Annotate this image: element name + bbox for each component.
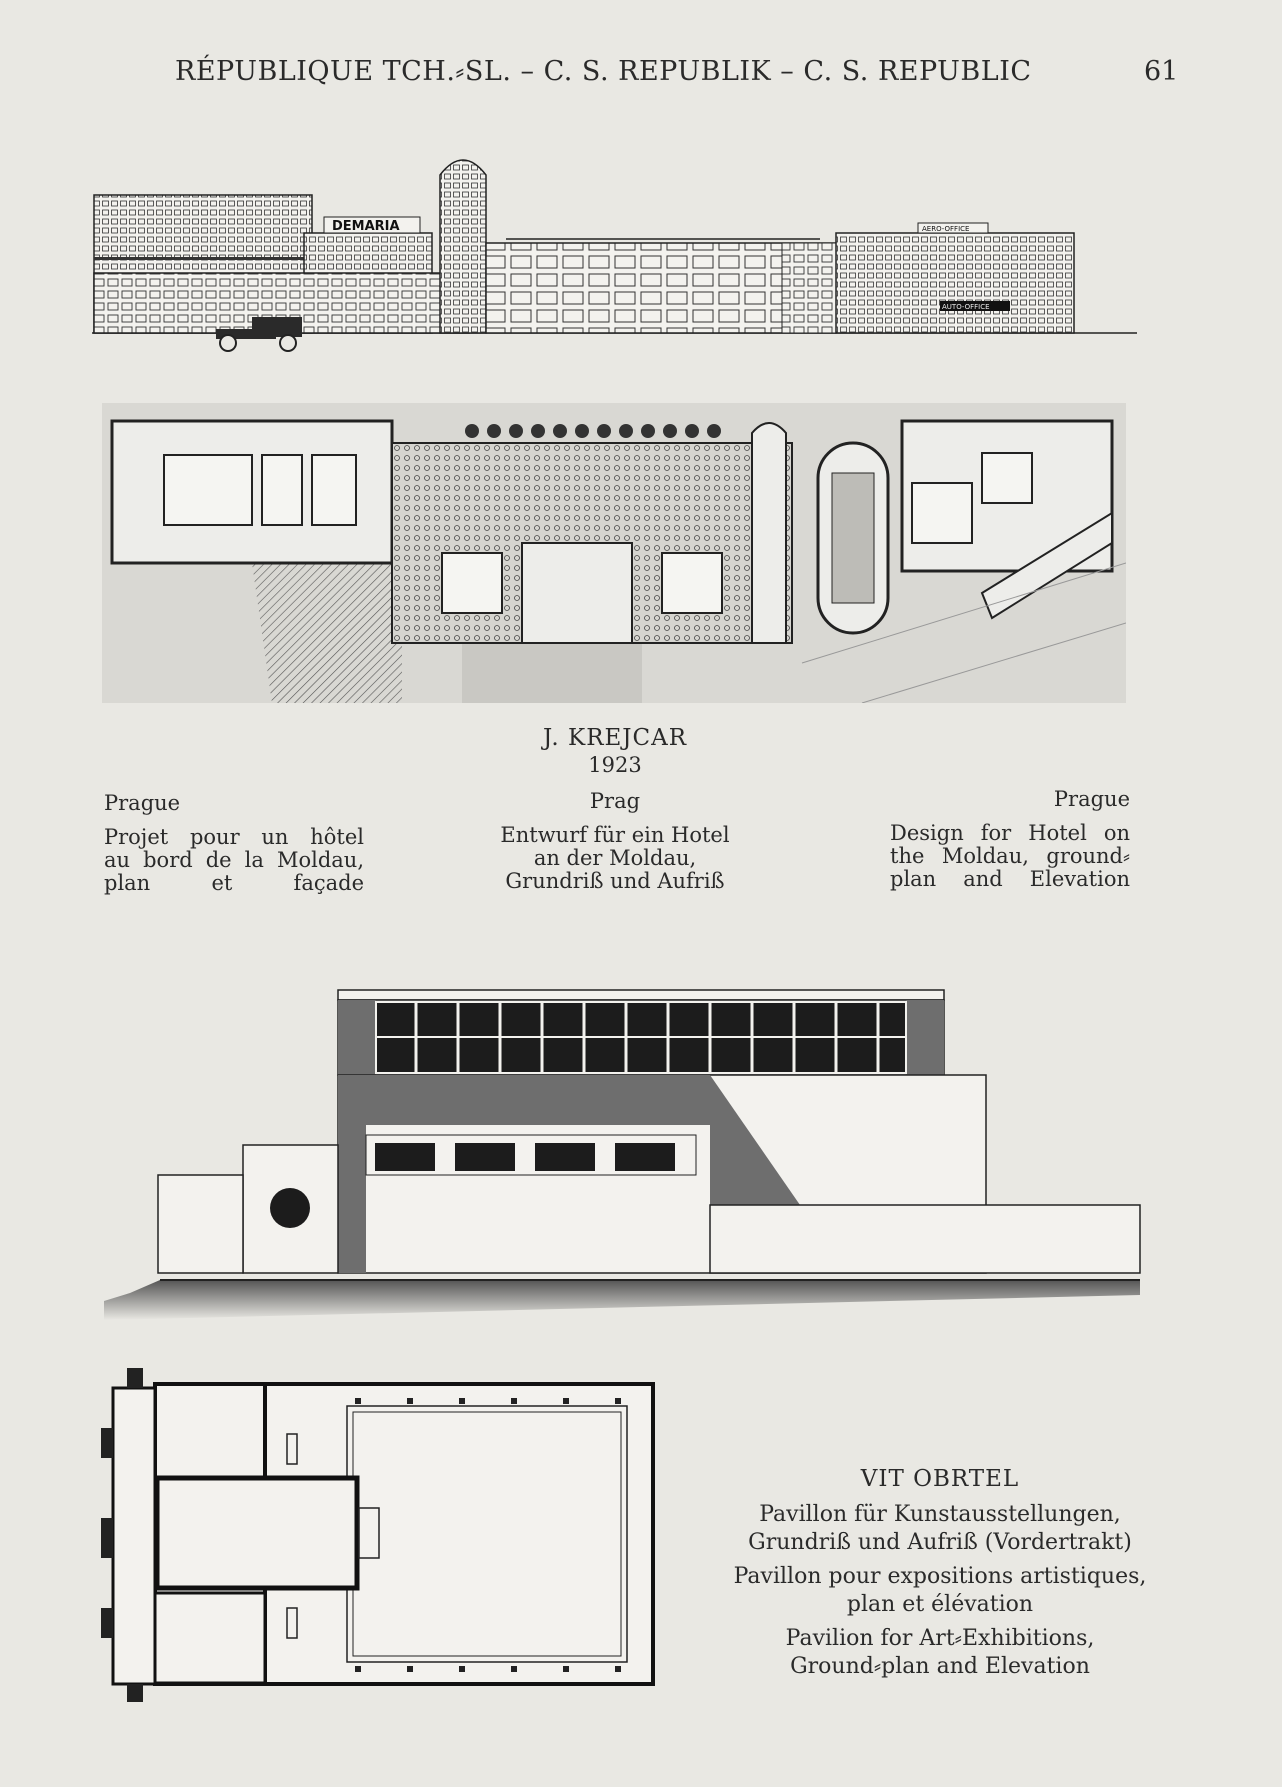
caption-german: [480, 790, 750, 893]
caption-french: [104, 792, 364, 895]
caption-german: [720, 1501, 1160, 1557]
caption-line: Pavillon für Kunstausstellungen,: [759, 1502, 1121, 1527]
caption-line: Pavilion for Art⸗Exhibitions,: [785, 1626, 1095, 1651]
caption-line: au bord de la Moldau,: [104, 848, 364, 872]
caption-german-city: Prag: [589, 789, 641, 813]
running-title: RÉPUBLIQUE TCH.⸗SL. – C. S. REPUBLIK – C. S. REPUBLIC: [175, 56, 1032, 87]
architect-name: VIT OBRTEL: [860, 1466, 1020, 1492]
caption-english-city: Prague: [1053, 787, 1130, 811]
page-number: 61: [1144, 56, 1179, 87]
caption-line: an der Moldau,: [533, 846, 697, 870]
architect-name: J. KREJCAR: [542, 725, 688, 751]
caption-line: plan et façade: [104, 871, 364, 895]
obrtel-pavilion-elevation: [100, 985, 1145, 1320]
krejcar-heading: [480, 727, 750, 777]
caption-line: the Moldau, ground⸗: [890, 844, 1130, 868]
design-year: 1923: [588, 753, 642, 777]
caption-line: Grundriß und Aufriß: [505, 869, 725, 893]
sign-auto-office: AUTO-OFFICE: [942, 303, 990, 311]
krejcar-hotel-elevation: [92, 145, 1137, 360]
caption-line: Entwurf für ein Hotel: [500, 823, 730, 847]
caption-line: plan and Elevation: [890, 867, 1130, 891]
sign-demaria: DEMARIA: [332, 219, 400, 234]
caption-french: [720, 1563, 1160, 1619]
caption-line: Projet pour un hôtel: [104, 825, 364, 849]
caption-line: plan et élévation: [846, 1592, 1034, 1617]
caption-line: Pavillon pour expositions artistiques,: [733, 1564, 1147, 1589]
caption-english: [720, 1625, 1160, 1681]
caption-line: Design for Hotel on: [890, 821, 1130, 845]
krejcar-hotel-ground-plan: [102, 403, 1126, 703]
caption-line: Grundriß und Aufriß (Vordertrakt): [748, 1530, 1132, 1555]
obrtel-caption: [720, 1465, 1160, 1687]
sign-aero-office: AERO-OFFICE: [922, 225, 970, 233]
caption-english: [890, 788, 1130, 891]
running-head: [0, 56, 1282, 96]
caption-line: Ground⸗plan and Elevation: [790, 1654, 1090, 1679]
obrtel-pavilion-ground-plan: [97, 1368, 657, 1703]
caption-french-city: Prague: [104, 791, 181, 815]
